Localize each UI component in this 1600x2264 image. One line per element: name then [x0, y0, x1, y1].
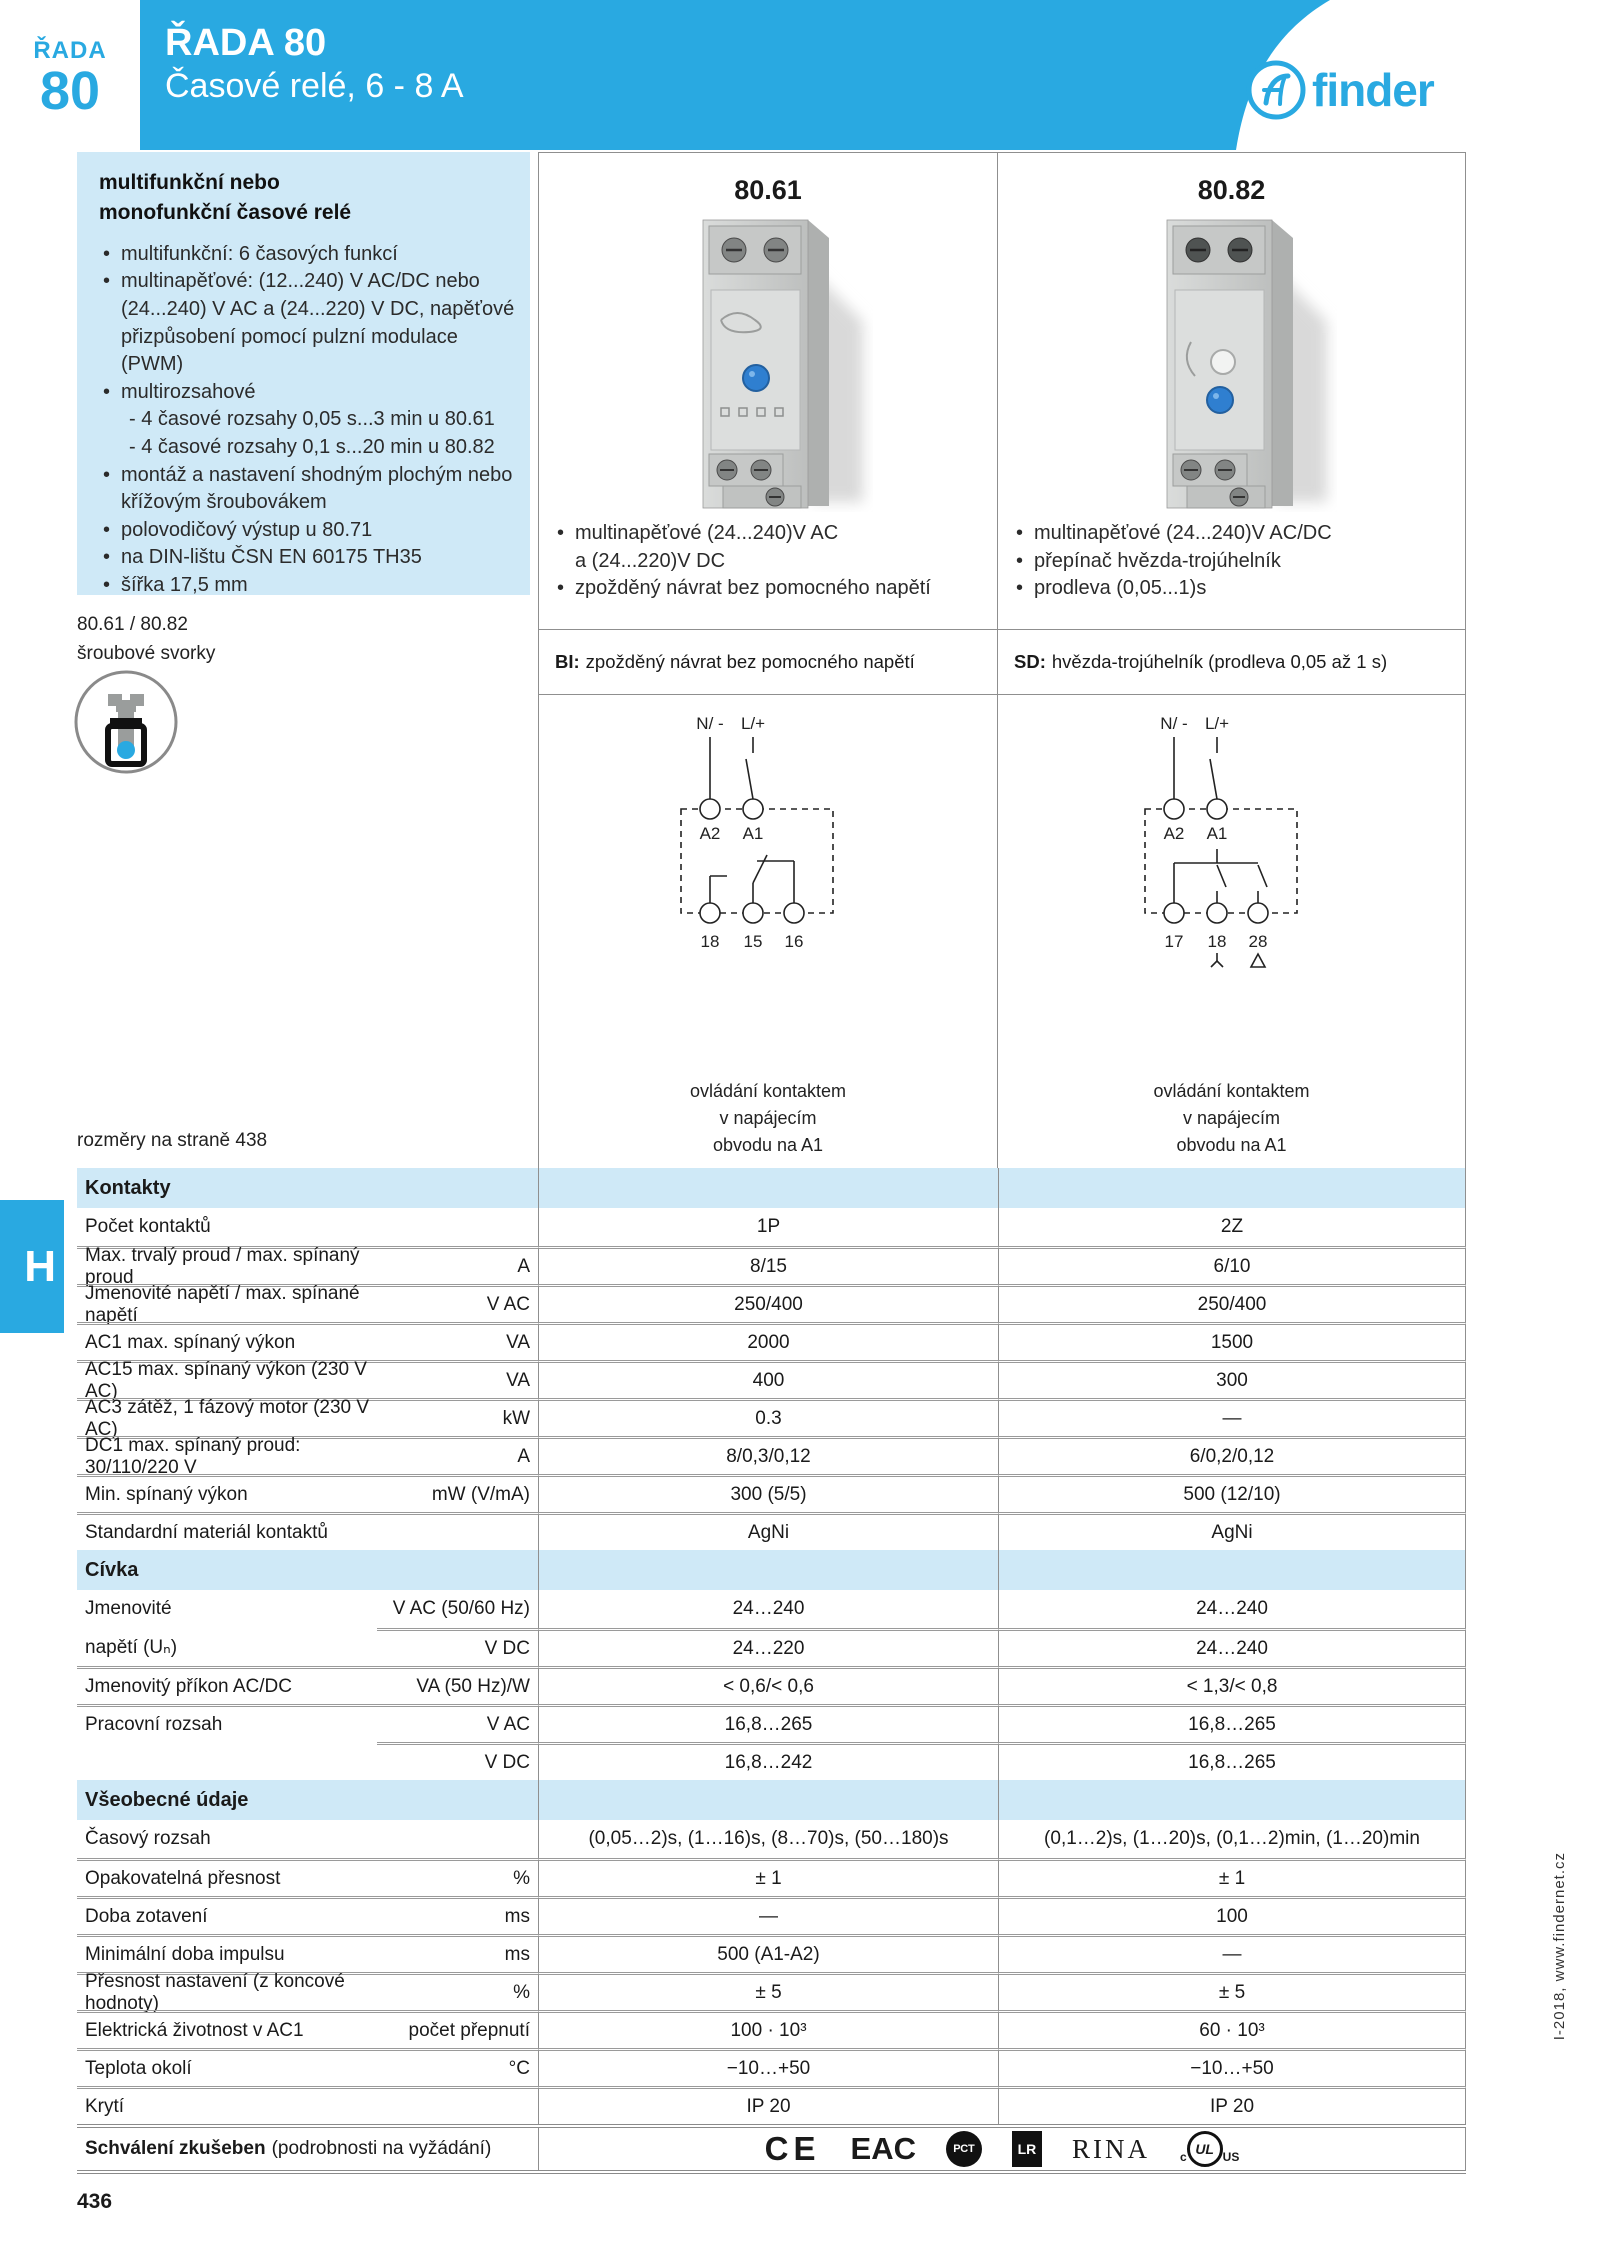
table-row: Krytí IP 20 IP 20: [77, 2086, 1466, 2124]
table-section-civka: Cívka: [77, 1550, 1466, 1590]
approval-marks: [538, 2128, 1466, 2170]
function-code: SD:: [1014, 651, 1046, 672]
series-number: 80: [39, 60, 101, 121]
product-bullets: [1012, 520, 1459, 628]
svg-text:18: 18: [700, 932, 720, 951]
terminal-info: [77, 610, 215, 669]
function-row: [539, 629, 997, 695]
list-item: • polovodičový výstup u 80.71: [99, 517, 516, 545]
intro-panel: [77, 152, 530, 595]
svg-text:L/+: L/+: [740, 714, 766, 733]
table-row: Pracovní rozsah V AC 16,8…265 16,8…265: [77, 1704, 1466, 1742]
ul-mark-icon: c UL US: [1180, 2131, 1239, 2167]
product-code: 80.61: [734, 175, 802, 205]
gost-mark-icon: РСТ: [946, 2131, 982, 2167]
svg-text:18: 18: [1207, 932, 1226, 951]
header-titles: [165, 22, 464, 106]
list-item: • přepínač hvězda-trojúhelník: [1012, 548, 1459, 576]
table-row: Elektrická životnost v AC1 počet přepnutí 100 · 10³ 60 · 10³: [77, 2010, 1466, 2048]
terminal-models: 80.61 / 80.82: [77, 614, 188, 635]
table-row: Opakovatelná přesnost % ± 1 ± 1: [77, 1858, 1466, 1896]
list-item: • multinapěťové: (12...240) V AC/DC nebo (24...240) V AC a (24...220) V DC, napěťové přizpůsobení pomocí pulzní modulace (PWM): [99, 268, 516, 378]
table-row: AC3 zátěž, 1 fázový motor (230 V AC) kW 0.3 —: [77, 1398, 1466, 1436]
function-code: BI:: [555, 651, 580, 672]
spec-table: [77, 1168, 1466, 2174]
table-row: V DC 16,8…242 16,8…265: [77, 1742, 1466, 1780]
svg-text:A1: A1: [1206, 824, 1227, 843]
list-item: • zpožděný návrat bez pomocného napětí: [553, 575, 991, 603]
svg-text:A1: A1: [742, 824, 764, 843]
product-bullets: [553, 520, 991, 628]
svg-text:16: 16: [784, 932, 804, 951]
approvals-label: Schválení zkušeben (podrobnosti na vyžádání): [85, 2138, 492, 2159]
star-symbol: [1211, 953, 1223, 967]
brand-swoosh: [1180, 0, 1600, 150]
table-row: AC1 max. spínaný výkon VA 2000 1500: [77, 1322, 1466, 1360]
dimensions-note: rozměry na straně 438: [77, 1130, 268, 1151]
function-text: hvězda-trojúhelník (prodleva 0,05 až 1 s): [1051, 651, 1388, 672]
svg-text:17: 17: [1164, 932, 1183, 951]
control-note: ovládání kontaktem v napájecím obvodu na A1: [1153, 1081, 1310, 1155]
list-item: • multinapěťové (24...240)V AC: [553, 520, 991, 548]
table-row: Jmenovité V AC (50/60 Hz) 24…240 24…240: [77, 1590, 1466, 1628]
feature-list: [99, 241, 516, 600]
table-row: Max. trvalý proud / max. spínaný proud A 8/15 6/10: [77, 1246, 1466, 1284]
list-item: - 4 časové rozsahy 0,1 s...20 min u 80.82: [129, 436, 495, 459]
series-label: ŘADA: [33, 36, 107, 64]
page-subtitle: Časové relé, 6 - 8 A: [165, 66, 464, 105]
function-row: [998, 629, 1465, 695]
list-item: • šířka 17,5 mm: [99, 572, 516, 600]
product-photo-8061: [539, 212, 997, 512]
list-item: • multifunkční: 6 časových funkcí: [99, 241, 516, 269]
svg-text:N/ -: N/ -: [696, 714, 724, 733]
product-column-8082: [997, 152, 1466, 1168]
list-item: • prodleva (0,05...1)s: [1012, 575, 1459, 603]
list-item: a (24...220)V DC: [575, 549, 726, 572]
table-section-vseobecne: Všeobecné údaje: [77, 1780, 1466, 1820]
page-title: ŘADA 80: [165, 22, 327, 64]
wiring-diagram-8061: [539, 713, 997, 973]
list-item: • multinapěťové (24...240)V AC/DC: [1012, 520, 1459, 548]
product-code: 80.82: [1197, 175, 1266, 205]
table-row: Jmenovité napětí / max. spínané napětí V AC 250/400 250/400: [77, 1284, 1466, 1322]
svg-text:N/ -: N/ -: [1159, 714, 1188, 733]
screw-terminal-icon: [72, 668, 180, 776]
table-row: AC15 max. spínaný výkon (230 V AC) VA 400 300: [77, 1360, 1466, 1398]
table-section-kontakty: Kontakty: [77, 1168, 1466, 1208]
list-item: - 4 časové rozsahy 0,05 s...3 min u 80.61: [129, 408, 495, 431]
product-photo-8082: [998, 212, 1465, 512]
control-note: ovládání kontaktem v napájecím obvodu na A1: [689, 1081, 847, 1155]
svg-text:A2: A2: [1163, 824, 1184, 843]
table-row: Jmenovitý příkon AC/DC VA (50 Hz)/W < 0,6/< 0,6 < 1,3/< 0,8: [77, 1666, 1466, 1704]
list-item: • na DIN-lištu ČSN EN 60175 TH35: [99, 544, 516, 572]
brand-name: finder: [1312, 64, 1434, 116]
table-row: Minimální doba impulsu ms 500 (A1-A2) —: [77, 1934, 1466, 1972]
table-row: Min. spínaný výkon mW (V/mA) 300 (5/5) 500 (12/10): [77, 1474, 1466, 1512]
svg-text:28: 28: [1248, 932, 1267, 951]
table-row: Teplota okolí °C −10…+50 −10…+50: [77, 2048, 1466, 2086]
terminal-type: šroubové svorky: [77, 643, 216, 665]
finder-logo-icon: [1249, 63, 1303, 117]
table-row: Doba zotavení ms — 100: [77, 1896, 1466, 1934]
rina-mark-icon: RINA: [1071, 2133, 1150, 2164]
lr-mark-icon: LR: [1012, 2131, 1042, 2167]
function-text: zpožděný návrat bez pomocného napětí: [585, 651, 915, 672]
table-row: DC1 max. spínaný proud: 30/110/220 V A 8/0,3/0,12 6/0,2/0,12: [77, 1436, 1466, 1474]
product-column-8061: [538, 152, 998, 1168]
table-row: Standardní materiál kontaktů AgNi AgNi: [77, 1512, 1466, 1550]
table-row: Časový rozsah (0,05…2)s, (1…16)s, (8…70)s, (50…180)s (0,1…2)s, (1…20)s, (0,1…2)min, (1…20)min: [77, 1820, 1466, 1858]
svg-text:A2: A2: [699, 824, 721, 843]
ce-mark-icon: CE: [764, 2130, 821, 2167]
eac-mark-icon: EAC: [850, 2131, 916, 2166]
delta-symbol: [1251, 954, 1265, 967]
approvals-row: [77, 2124, 1466, 2174]
page-number: 436: [77, 2190, 113, 2213]
svg-text:L/+: L/+: [1204, 714, 1229, 733]
svg-text:15: 15: [743, 932, 763, 951]
list-item: • multirozsahové: [99, 379, 516, 407]
edition-note: I-2018, www.findernet.cz: [1551, 1852, 1568, 2041]
series-box: [0, 0, 140, 150]
list-item: • montáž a nastavení shodným plochým nebo křížovým šroubovákem: [99, 462, 516, 517]
intro-heading: multifunkční nebo monofunkční časové relé: [99, 171, 352, 225]
table-row: Přesnost nastavení (z koncové hodnoty) % ± 5 ± 5: [77, 1972, 1466, 2010]
wiring-diagram-8082: [998, 713, 1465, 973]
table-row: Počet kontaktů 1P 2Z: [77, 1208, 1466, 1246]
table-row: napětí (Uₙ) V DC 24…220 24…240: [77, 1628, 1466, 1666]
section-tab-h: H: [0, 1200, 64, 1333]
